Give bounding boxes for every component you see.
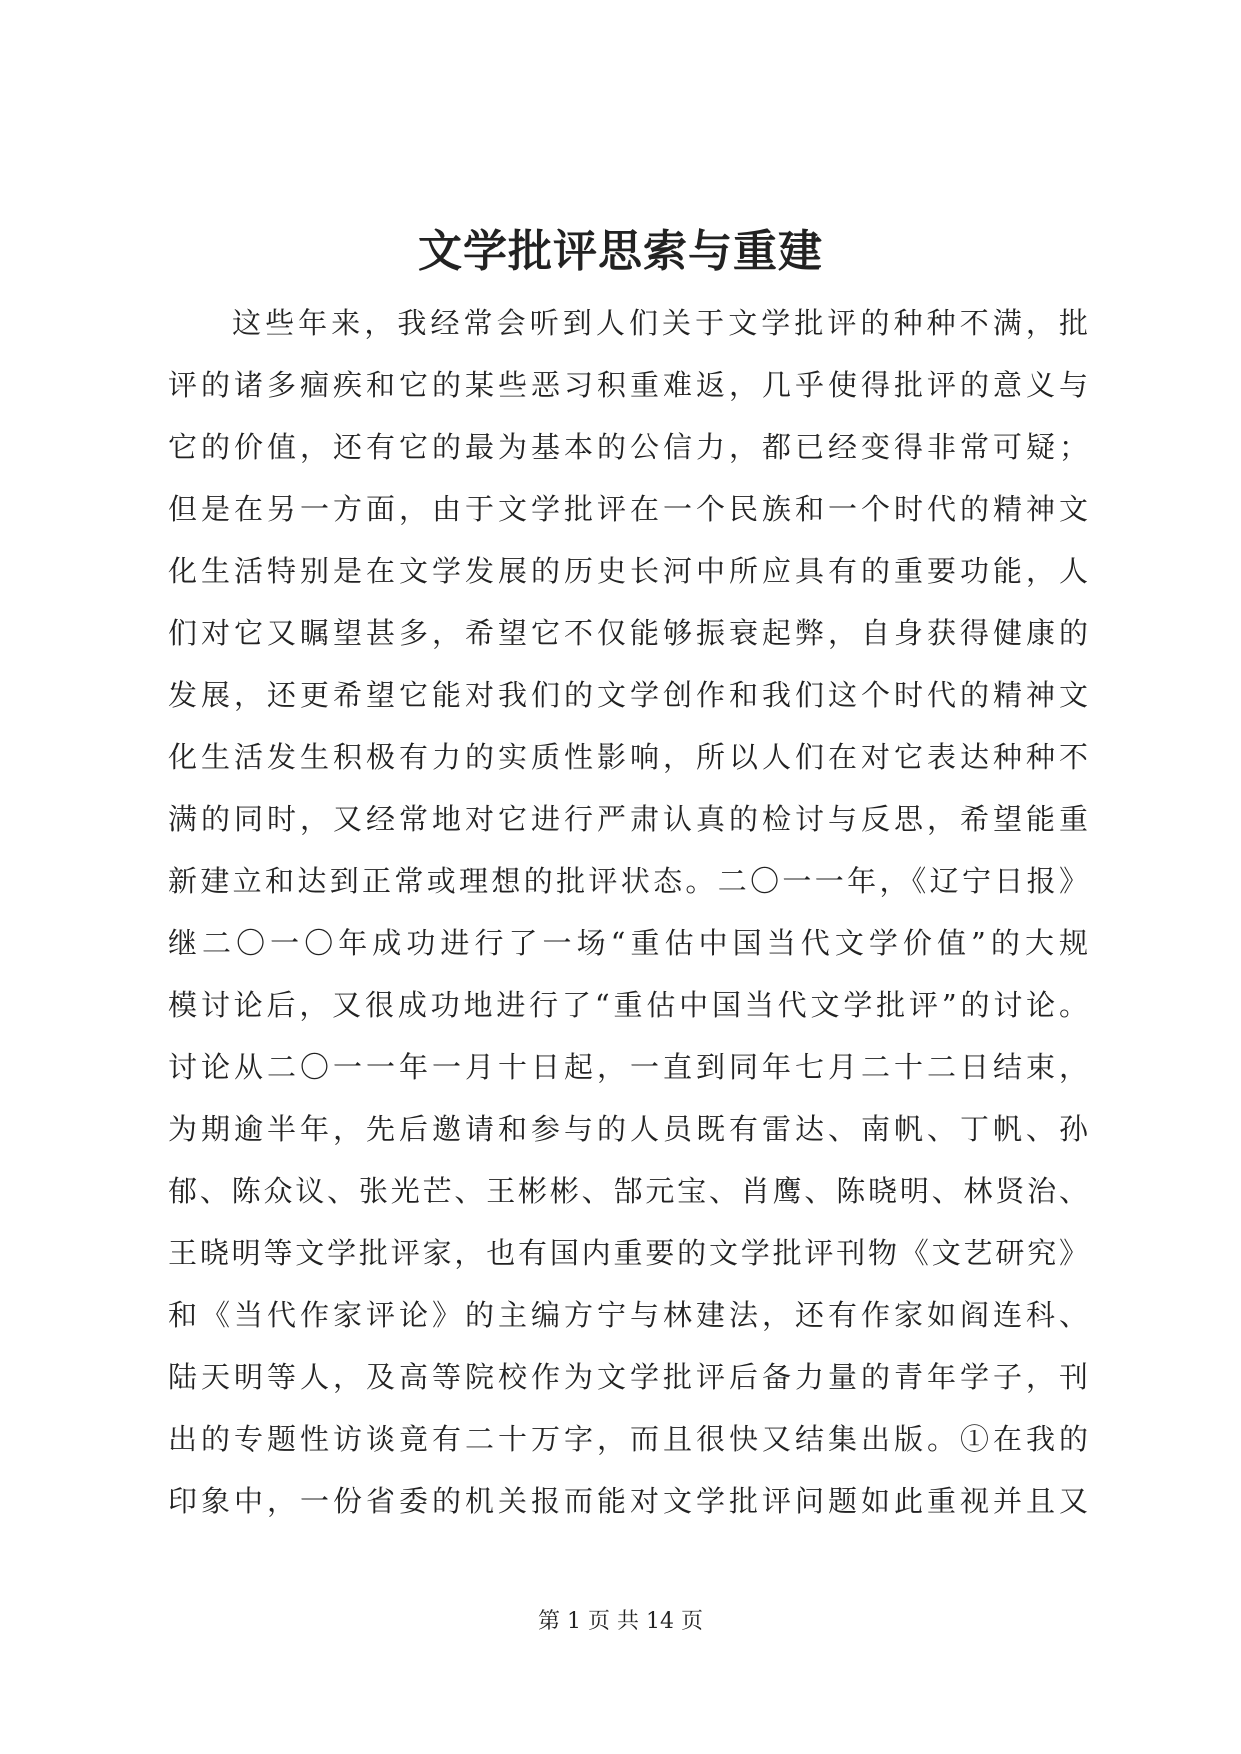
text-line: 评的诸多痼疾和它的某些恶习积重难返，几乎使得批评的意义与 [168, 368, 1088, 402]
page-footer: 第 1 页 共 14 页 [538, 1609, 703, 1634]
text-line: 印象中，一份省委的机关报而能对文学批评问题如此重视并且又 [168, 1484, 1088, 1518]
body-paragraph [168, 292, 1088, 1532]
text-line: 这些年来，我经常会听到人们关于文学批评的种种不满，批 [232, 306, 1088, 340]
text-line: 陆天明等人，及高等院校作为文学批评后备力量的青年学子，刊 [168, 1360, 1088, 1394]
text-line: 们对它又瞩望甚多，希望它不仅能够振衰起弊，自身获得健康的 [168, 616, 1088, 650]
text-line: 为期逾半年，先后邀请和参与的人员既有雷达、南帆、丁帆、孙 [168, 1112, 1088, 1146]
text-line: 满的同时，又经常地对它进行严肃认真的检讨与反思，希望能重 [168, 802, 1088, 836]
text-line: 出的专题性访谈竟有二十万字，而且很快又结集出版。①在我的 [168, 1422, 1088, 1456]
text-line: 它的价值，还有它的最为基本的公信力，都已经变得非常可疑； [168, 430, 1088, 464]
text-line: 新建立和达到正常或理想的批评状态。二〇一一年，《辽宁日报》 [168, 864, 1088, 898]
text-line: 继二〇一〇年成功进行了一场“重估中国当代文学价值”的大规 [168, 926, 1088, 960]
text-line: 但是在另一方面，由于文学批评在一个民族和一个时代的精神文 [168, 492, 1088, 526]
text-line: 讨论从二〇一一年一月十日起，一直到同年七月二十二日结束， [168, 1050, 1088, 1084]
text-line: 发展，还更希望它能对我们的文学创作和我们这个时代的精神文 [168, 678, 1088, 712]
text-line: 郁、陈众议、张光芒、王彬彬、郜元宝、肖鹰、陈晓明、林贤治、 [168, 1174, 1088, 1208]
text-line: 化生活发生积极有力的实质性影响，所以人们在对它表达种种不 [168, 740, 1088, 774]
text-line: 和《当代作家评论》的主编方宁与林建法，还有作家如阎连科、 [168, 1298, 1088, 1332]
text-line: 化生活特别是在文学发展的历史长河中所应具有的重要功能，人 [168, 554, 1088, 588]
document-title: 文学批评思索与重建 [418, 226, 823, 277]
text-line: 模讨论后，又很成功地进行了“重估中国当代文学批评”的讨论。 [168, 988, 1088, 1022]
text-line: 王晓明等文学批评家，也有国内重要的文学批评刊物《文艺研究》 [168, 1236, 1088, 1270]
